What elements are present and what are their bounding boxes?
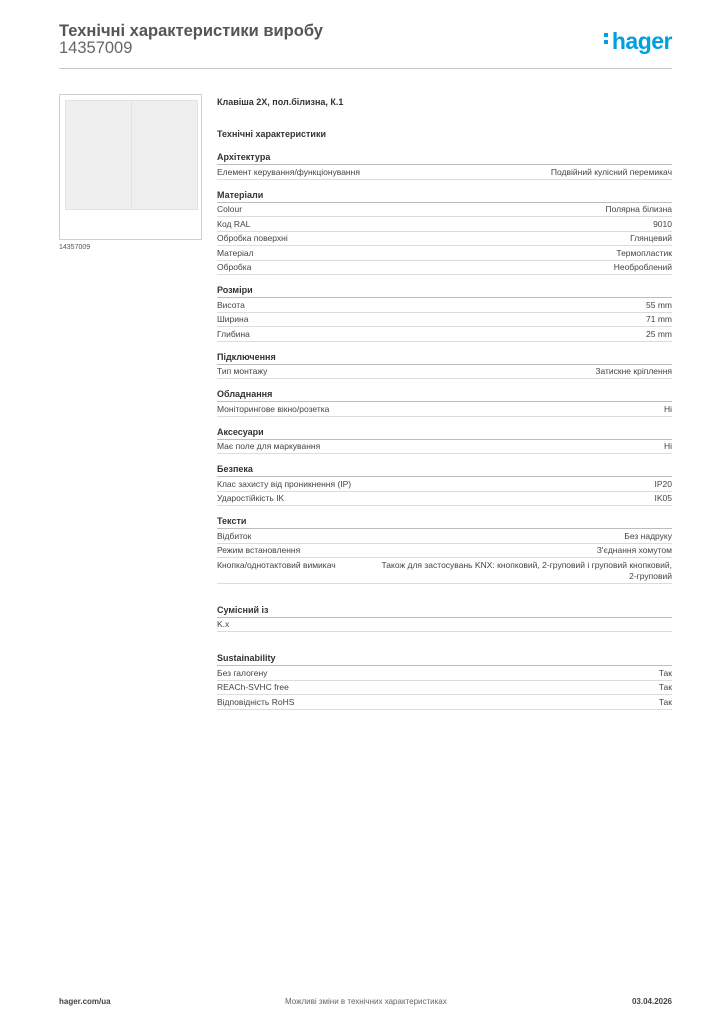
spec-label: Відповідність RoHS (217, 696, 295, 707)
spec-value: Ні (663, 441, 672, 451)
spec-label: Ударостійкість IK (217, 493, 285, 503)
spec-value: IK05 (654, 493, 672, 503)
spec-value: IP20 (654, 478, 672, 489)
spec-row (217, 618, 672, 633)
spec-label: Кнопка/однотактовий вимикач (217, 559, 336, 570)
spec-label: Режим встановлення (217, 545, 301, 555)
spec-label: Клас захисту від проникнення (IP) (217, 478, 352, 489)
spec-row (217, 246, 672, 261)
spec-label: Моніторингове вікно/розетка (217, 403, 330, 414)
page-title: Технічні характеристики виробу (59, 22, 323, 40)
spec-value: 25 mm (646, 328, 672, 339)
spec-value: Без надруку (624, 530, 672, 541)
spec-value: Термопластик (616, 247, 672, 258)
spec-row (217, 261, 672, 276)
spec-value: Так (658, 667, 672, 678)
spec-label: Тип монтажу (217, 366, 268, 376)
group-title-equipment: Обладнання (217, 387, 672, 402)
spec-label: Відбиток (217, 530, 252, 541)
spec-label: Матеріал (217, 247, 254, 258)
group-title-texts: Тексти (217, 514, 672, 529)
rocker-left-illustration (65, 100, 132, 210)
spec-value: Глянцевий (630, 233, 672, 243)
spec-row (217, 558, 672, 584)
product-reference: 14357009 (59, 39, 133, 57)
spec-row (217, 298, 672, 313)
spec-value: Необроблений (613, 262, 672, 272)
spec-value: 55 mm (646, 299, 672, 310)
spec-row (217, 440, 672, 455)
product-image-caption: 14357009 (59, 244, 91, 251)
product-image (59, 94, 202, 240)
spec-label: Висота (217, 299, 245, 310)
spec-label: Глибина (217, 328, 250, 339)
specifications (217, 94, 672, 710)
hager-logo (604, 28, 672, 55)
spec-row (217, 666, 672, 681)
spec-value: Так (658, 682, 672, 692)
group-title-sustainability: Sustainability (217, 651, 672, 666)
rocker-right-illustration (131, 100, 198, 210)
logo-text: hager (611, 28, 672, 54)
footer-disclaimer: Можливі зміни в технічних характеристиках (285, 997, 447, 1006)
spec-value: Ні (663, 403, 672, 414)
spec-label: K.x (217, 619, 230, 629)
spec-row (217, 402, 672, 417)
group-title-architecture: Архітектура (217, 150, 672, 165)
spec-row (217, 365, 672, 380)
section-title: Технічні характеристики (217, 129, 326, 139)
group-title-materials: Матеріали (217, 188, 672, 203)
spec-label: Код RAL (217, 218, 251, 229)
spec-value: 9010 (653, 218, 672, 229)
spec-row (217, 217, 672, 232)
spec-row (217, 232, 672, 247)
spec-row (217, 529, 672, 544)
spec-row (217, 695, 672, 710)
group-title-dimensions: Розміри (217, 283, 672, 298)
spec-row (217, 544, 672, 559)
spec-row (217, 492, 672, 507)
spec-row (217, 681, 672, 696)
spec-value: Полярна білизна (605, 204, 672, 214)
spec-row (217, 477, 672, 492)
spec-value: Подвійний кулісний перемикач (550, 166, 672, 177)
group-title-safety: Безпека (217, 462, 672, 477)
group-title-accessories: Аксесуари (217, 425, 672, 440)
spec-label: Ширина (217, 314, 249, 324)
spec-value: Так (658, 696, 672, 707)
footer-website-link[interactable]: hager.com/ua (59, 997, 111, 1006)
spec-label: Colour (217, 204, 243, 214)
spec-label: Елемент керування/функціонування (217, 166, 360, 177)
spec-label: REACh-SVHC free (217, 682, 289, 692)
spec-value: 71 mm (646, 314, 672, 324)
spec-label: Без галогену (217, 667, 268, 678)
spec-value: Затискне кріплення (595, 366, 672, 376)
spec-row (217, 203, 672, 218)
spec-label: Обробка поверхні (217, 233, 288, 243)
footer-date: 03.04.2026 (631, 997, 672, 1006)
spec-label: Має поле для маркування (217, 441, 321, 451)
product-title: Клавіша 2Х, пол.білизна, К.1 (217, 97, 344, 107)
spec-row (217, 327, 672, 342)
header-divider (59, 68, 672, 69)
group-title-compatible: Сумісний із (217, 603, 672, 618)
group-title-connection: Підключення (217, 350, 672, 365)
spec-value: З'єднання хомутом (596, 545, 672, 555)
logo-colon-icon (604, 30, 610, 47)
spec-row (217, 165, 672, 180)
spec-row (217, 313, 672, 328)
spec-label: Обробка (217, 262, 252, 272)
spec-value: Також для застосувань KNX: кнопковий, 2-груповий і груповий кнопковий, 2-груповий (381, 559, 672, 581)
